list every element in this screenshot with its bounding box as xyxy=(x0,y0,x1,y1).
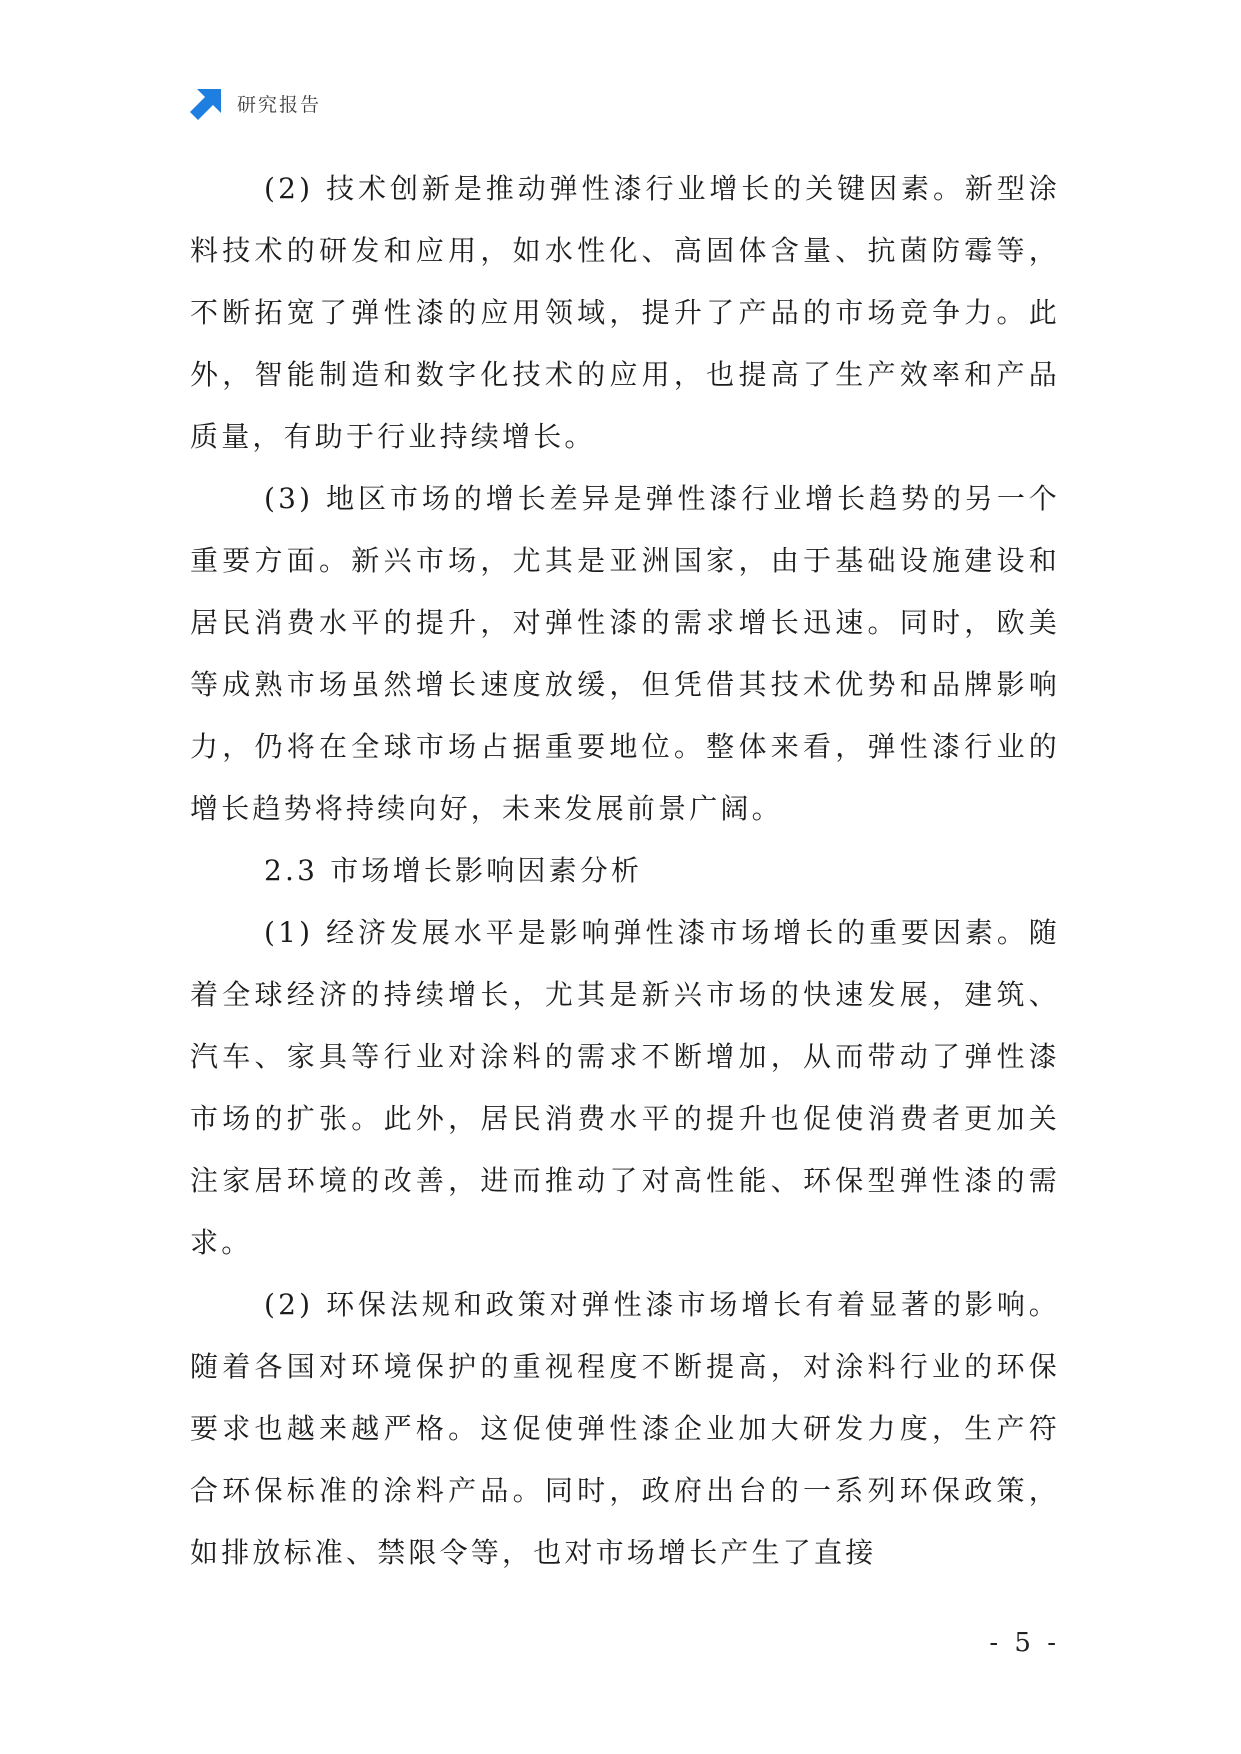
page-header xyxy=(190,86,321,120)
arrow-up-right-icon xyxy=(190,86,224,120)
paragraph-environmental-policy: (2) 环保法规和政策对弹性漆市场增长有着显著的影响。随着各国对环境保护的重视程度不断提高，对涂料行业的环保要求也越来越严格。这促使弹性漆企业加大研发力度，生产符合环保标准的涂料产品。同时，政府出台的一系列环保政策，如排放标准、禁限令等，也对市场增长产生了直接 xyxy=(190,1288,1060,1569)
document-body xyxy=(190,158,1060,1584)
paragraph-economic-factor: (1) 经济发展水平是影响弹性漆市场增长的重要因素。随着全球经济的持续增长，尤其是新兴市场的快速发展，建筑、汽车、家具等行业对涂料的需求不断增加，从而带动了弹性漆市场的扩张。此外，居民消费水平的提升也促使消费者更加关注家居环境的改善，进而推动了对高性能、环保型弹性漆的需求。 xyxy=(190,916,1060,1259)
paragraph-tech-innovation: (2) 技术创新是推动弹性漆行业增长的关键因素。新型涂料技术的研发和应用，如水性化、高固体含量、抗菌防霉等，不断拓宽了弹性漆的应用领域，提升了产品的市场竞争力。此外，智能制造和数字化技术的应用，也提高了生产效率和产品质量，有助于行业持续增长。 xyxy=(190,172,1060,453)
section-heading: 2.3 市场增长影响因素分析 xyxy=(264,854,643,887)
paragraph-regional-growth: (3) 地区市场的增长差异是弹性漆行业增长趋势的另一个重要方面。新兴市场，尤其是亚洲国家，由于基础设施建设和居民消费水平的提升，对弹性漆的需求增长迅速。同时，欧美等成熟市场虽然增长速度放缓，但凭借其技术优势和品牌影响力，仍将在全球市场占据重要地位。整体来看，弹性漆行业的增长趋势将持续向好，未来发展前景广阔。 xyxy=(190,482,1060,825)
page-number: - 5 - xyxy=(989,1628,1060,1658)
header-title: 研究报告 xyxy=(237,93,322,116)
